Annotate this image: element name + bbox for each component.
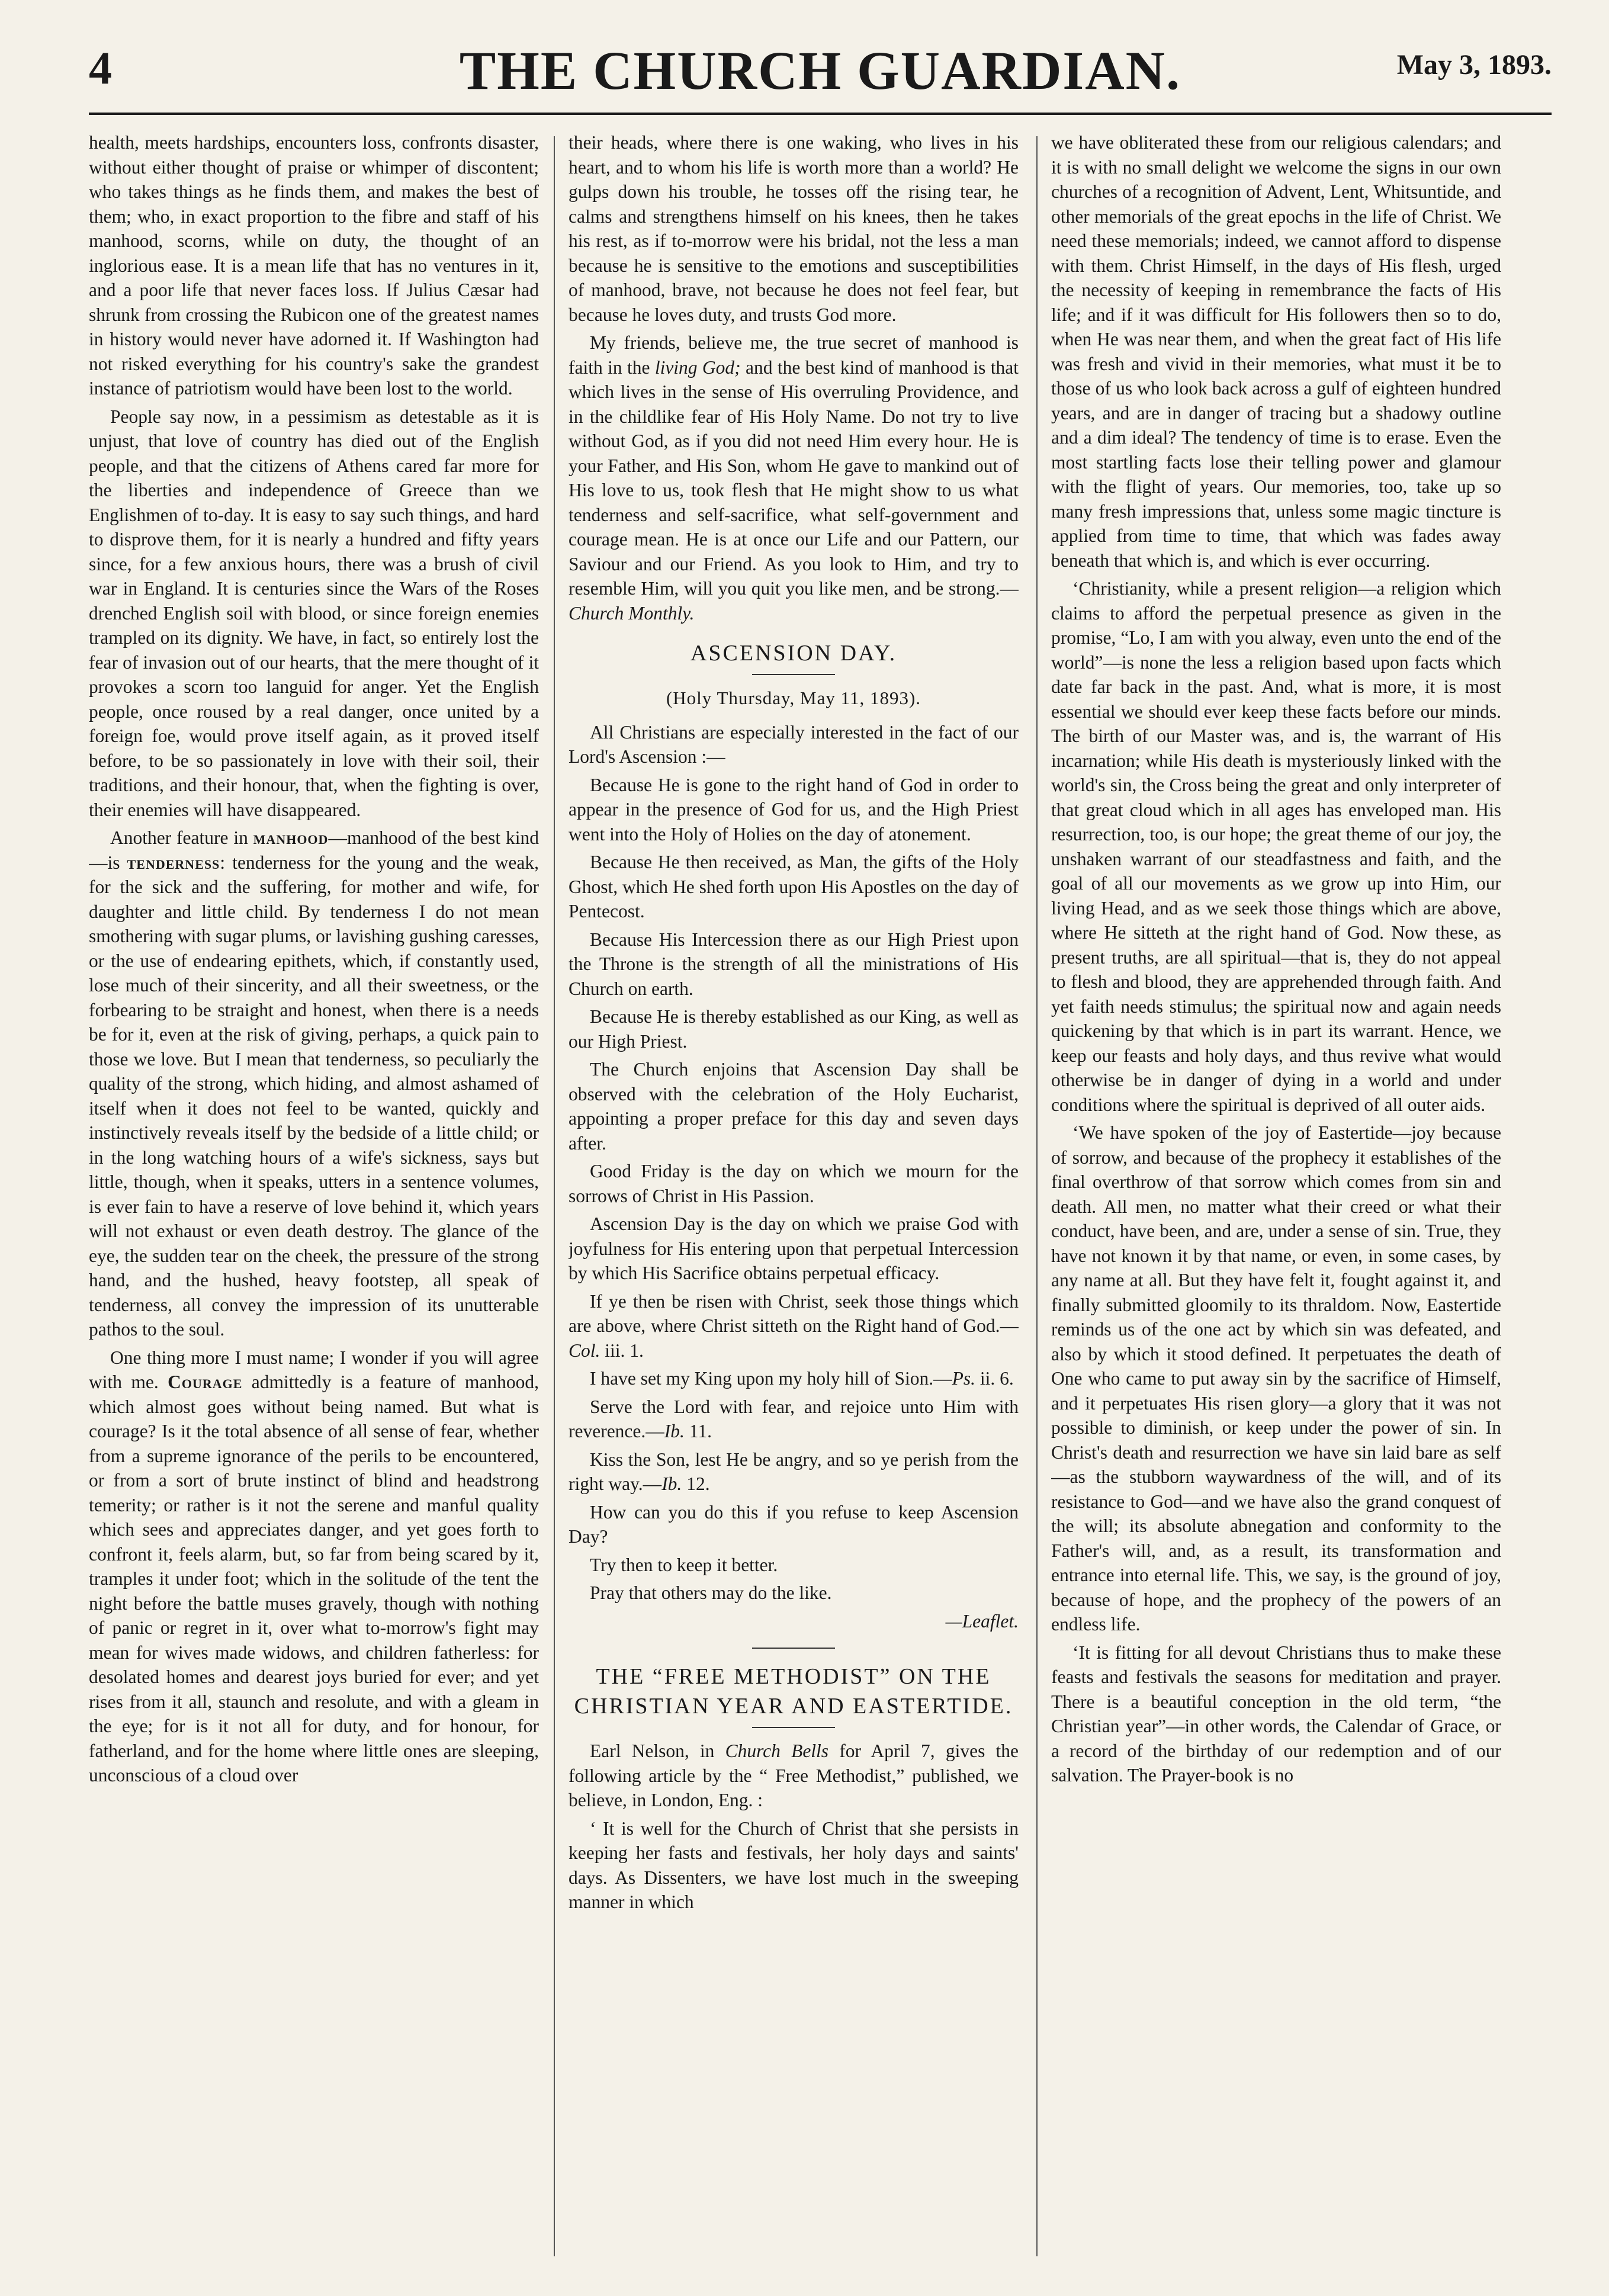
article-subheading: (Holy Thursday, May 11, 1893). — [666, 688, 921, 708]
scripture-quote: If ye then be risen with Christ, seek those things which are above, where Christ sitteth on the Right hand of God.—Col. iii. 1. — [569, 1290, 1019, 1361]
column-divider — [554, 136, 555, 2256]
scripture-quote: Kiss the Son, lest He be angry, and so ye perish from the right way.—Ib. 12. — [569, 1449, 1019, 1494]
paragraph: Try then to keep it better. — [590, 1554, 778, 1575]
column-1 — [89, 130, 539, 2268]
paragraph: People say now, in a pessimism as detestable as it is unjust, that love of country has died out of the English people, and that the citizens of Athens cared far more for the liberties and independence of Greece than we Englishmen of to-day. It is easy to say such things, and hard to disprove them, for it is nearly a hundred and fifty years since, for a few anxious hours, there was a brush of civil war in England. It is centuries since the Wars of the Roses drenched English soil with blood, or since foreign enemies trampled on its dignity. We have, in fact, so entirely lost the fear of invasion out of our hearts, that the mere thought of it provokes a scorn too languid for anger. Yet the English people, once roused by a real danger, once united by a foreign foe, would prove itself again, as it proved itself before, to be so passionately in love with their soil, their traditions, and their honour, that, when the fighting is over, their enemies will have disappeared. — [89, 406, 539, 820]
paragraph: Because He then received, as Man, the gifts of the Holy Ghost, which He shed forth upon His Apostles on the day of Pentecost. — [569, 852, 1019, 921]
section-rule — [752, 1648, 835, 1649]
paragraph: One thing more I must name; I wonder if you will agree with me. Courage admittedly is a feature of manhood, which almost goes without being named. But what is courage? Is it the total absence of all sense of fear, whether from a supreme ignorance of the perils to be encountered, or from a sort of brute instinct of blind and headstrong temerity; or rather is it not the serene and manful quality which sees and appreciates danger, and yet goes forth to confront it, feels alarm, but, so far from being scared by it, tramples it under foot; which in the solitude of the tent the night before the battle muses gravely, though with nothing of panic or regret in it, over what to-morrow's fight may mean for wives made widows, and children fatherless: for desolated homes and dearest joys buried for ever; and yet rises from it all, staunch and resolute, and with a gleam in the eye; for is it not all for duty, and for honour, for fatherland, and for the home where little ones are sleeping, unconscious of a cloud over — [89, 1347, 539, 1786]
article-heading: THE “FREE METHODIST” ON THE CHRISTIAN YEAR AND EASTERTIDE. — [574, 1664, 1013, 1719]
page-number: 4 — [89, 42, 112, 94]
paragraph: Pray that others may do the like. — [590, 1582, 832, 1603]
paragraph: The Church enjoins that Ascension Day shall be observed with the celebration of the Holy Eucharist, appointing a proper preface for this day and seven days after. — [569, 1059, 1019, 1154]
paragraph: Another feature in manhood—manhood of the best kind—is tenderness: tenderness for the young and the weak, for the sick and the suffering, for mother and wife, for daughter and little child. By tenderness I do not mean smothering with sugar plums, or lavishing gushing caresses, or the use of endearing epithets, which, if constantly used, lose much of their sincerity, and all their sweetness, or the forbearing to be straight and honest, when there is a needs be for it, even at the risk of giving, perhaps, a quick pain to those we love. But I mean that tenderness, so peculiarly the quality of the strong, which hiding, and almost ashamed of itself when it does not feel to be wanted, quickly and instinctively reveals itself by the bedside of a little child; or in the long watching hours of a wife's sickness, says but little, though, when it speaks, utters in a sentence volumes, is ever fain to have a reserve of love behind it, which years will not exhaust or even death destroy. The glance of the eye, the sudden tear on the cheek, the pressure of the strong hand, and the hushed, heavy footstep, all speak of tenderness, all convey the impression of its unutterable pathos to the soul. — [89, 827, 539, 1340]
paragraph: Because He is thereby established as our King, as well as our High Priest. — [569, 1006, 1019, 1052]
paragraph: Earl Nelson, in Church Bells for April 7, gives the following article by the “ Free Methodist,” published, we believe, in London, Eng. : — [569, 1741, 1019, 1810]
paragraph: All Christians are especially interested in the fact of our Lord's Ascension :— — [569, 721, 1019, 767]
heading-rule — [752, 674, 835, 675]
masthead — [89, 18, 1552, 115]
issue-date: May 3, 1893. — [1396, 49, 1552, 81]
paragraph: Ascension Day is the day on which we praise God with joyfulness for His entering upon that perpetual Intercession by which His Sacrifice obtains perpetual efficacy. — [569, 1213, 1019, 1283]
paragraph: ‘We have spoken of the joy of Eastertide—joy because of sorrow, and because of the prophecy it establishes of the final overthrow of that sorrow which comes from sin and death. All men, no matter what their creed or what their conduct, have been, and are, under a sense of sin. True, they have not known it by that name, or even, in some cases, by any name at all. But they have felt it, fought against it, and finally submitted gloomily to its thraldom. Now, Eastertide reminds us of the one act by which sin was defeated, and also by which it stood defined. It perpetuates the death of One who came to put away sin by the sacrifice of Himself, and it perpetuates His risen glory—a glory that it was not possible to diminish, or keep under the power of sin. In Christ's death and resurrection we have sin laid bare as self—as the stubborn waywardness of the will, and of its resistance to God—and we have also the grand conquest of the will; its absolute abnegation and conformity to the Father's will, and, as a result, its transformation and entrance into eternal life. This, we say, is the ground of joy, because of hope, and the prophecy of the powers of an endless life. — [1051, 1122, 1501, 1635]
paragraph: How can you do this if you refuse to keep Ascension Day? — [569, 1501, 1019, 1547]
small-caps-term: manhood — [253, 827, 329, 848]
paragraph: My friends, believe me, the true secret of manhood is faith in the living God; and the best kind of manhood is that which lives in the sense of His overruling Providence, and in the childlike fear of His Holy Name. Do not try to live without God, as if you did not need Him every hour. He is your Father, and His Son, whom He gave to mankind out of His love to us, took flesh that He might show to us what tenderness and self-sacrifice, what self-government and courage mean. He is at once our Life and our Pattern, our Saviour and our Friend. As you look to Him, and try to resemble Him, will you quit you like men, and be strong.—Church Monthly. — [569, 332, 1019, 624]
small-caps-term: tenderness — [127, 852, 220, 873]
paragraph: Good Friday is the day on which we mourn for the sorrows of Christ in His Passion. — [569, 1161, 1019, 1206]
paragraph: ‘It is fitting for all devout Christians thus to make these feasts and festivals the seasons for meditation and prayer. There is a beautiful conception in the old term, “the Christian year”—in other words, the Calendar of Grace, or a record of the birthday of our redemption and of our salvation. The Prayer-book is no — [1051, 1642, 1501, 1786]
source-credit: —Leaflet. — [945, 1610, 1019, 1632]
column-3 — [1051, 130, 1501, 2268]
paragraph: ‘Christianity, while a present religion—a religion which claims to afford the perpetual presence as given in the promise, “Lo, I am with you alway, even unto the end of the world”—is none the less a religion based upon facts which date far back in the past. And, what is more, it is most essential we should ever keep these facts before our minds. The birth of our Master was, and is, the warrant of His incarnation; while His death is mysteriously linked with the world's sin, the Cross being the great and only interpreter of that great cloud which in all ages has enveloped man. His resurrection, too, is our hope; the great theme of our joy, the unshaken warrant of our steadfastness and faith, and the goal of all our movements as we grow up into Him, our living Head, and as we seek those things which are above, where He sitteth at the right hand of God. Now these, as present truths, are all spiritual—that is, they do not appeal to flesh and blood, they are apprehended through faith. And yet faith needs stimulus; the spiritual now and again needs quickening by that which is in part its warrant. Hence, we keep our feasts and holy days, and thus revive what would otherwise be in danger of dying in a world and under conditions where the spiritual is deprived of all outer aids. — [1051, 578, 1501, 1115]
source-credit: Church Monthly. — [569, 602, 695, 624]
small-caps-term: Courage — [168, 1372, 243, 1392]
paragraph: ‘ It is well for the Church of Christ that she persists in keeping her fasts and festivals, her holy days and saints' days. As Dissenters, we have lost much in the sweeping manner in which — [569, 1817, 1019, 1912]
scripture-quote: Serve the Lord with fear, and rejoice unto Him with reverence.—Ib. 11. — [569, 1396, 1019, 1441]
column-2 — [569, 130, 1019, 2268]
paragraph: Because He is gone to the right hand of God in order to appear in the presence of God for us, and the High Priest went into the Holy of Holies on the day of atonement. — [569, 774, 1019, 844]
article-heading: ASCENSION DAY. — [690, 641, 897, 666]
paragraph: health, meets hardships, encounters loss, confronts disaster, without either thought of praise or whimper of discontent; who takes things as he finds them, and makes the best of them; who, in exact proportion to the fibre and staff of his manhood, scorns, while on duty, the thought of an inglorious ease. It is a mean life that has no ventures in it, and a poor life that never faces loss. If Julius Cæsar had shrunk from crossing the Rubicon one of the greatest names in history would never have adorned it. If Washington had not risked everything for his country's sake the grandest instance of patriotism would have been lost to the world. — [89, 132, 539, 399]
paragraph: Because His Intercession there as our High Priest upon the Throne is the strength of all the ministrations of His Church on earth. — [569, 929, 1019, 999]
paragraph: we have obliterated these from our religious calendars; and it is with no small delight we welcome the signs in our own churches of a recognition of Advent, Lent, Whitsuntide, and other memorials of the great epochs in the life of Christ. We need these memorials; indeed, we cannot afford to dispense with them. Christ Himself, in the days of His flesh, urged the necessity of keeping in remembrance the facts of His life; and if it was difficult for His followers then so to do, when He was near them, and when the great fact of His life was fresh and vivid in their memories, what must it be to those of us who look back across a gulf of eighteen hundred years, and are in danger of tracing but a shadowy outline and a dim ideal? The tendency of time is to erase. Even the most startling facts lose their telling power and glamour with the flight of years. Our memories, too, take up so many fresh impressions that, unless some magic tincture is applied from time to time, that which was fades away beneath that which is, and which is ever occurring. — [1051, 132, 1501, 571]
heading-rule — [752, 1727, 835, 1728]
paragraph: their heads, where there is one waking, who lives in his heart, and to whom his life is worth more than a world? He gulps down his trouble, he tosses off the rising tear, he calms and strengthens himself on his knees, then he takes his rest, as if to-morrow were his bridal, not the less a man because he is sensitive to the emotions and susceptibilities of manhood, brave, not because he does not feel fear, but because he loves duty, and trusts God more. — [569, 132, 1019, 325]
scripture-quote: I have set my King upon my holy hill of Sion.—Ps. ii. 6. — [590, 1368, 1014, 1389]
newspaper-title: THE CHURCH GUARDIAN. — [459, 40, 1181, 101]
column-divider — [1036, 136, 1038, 2256]
